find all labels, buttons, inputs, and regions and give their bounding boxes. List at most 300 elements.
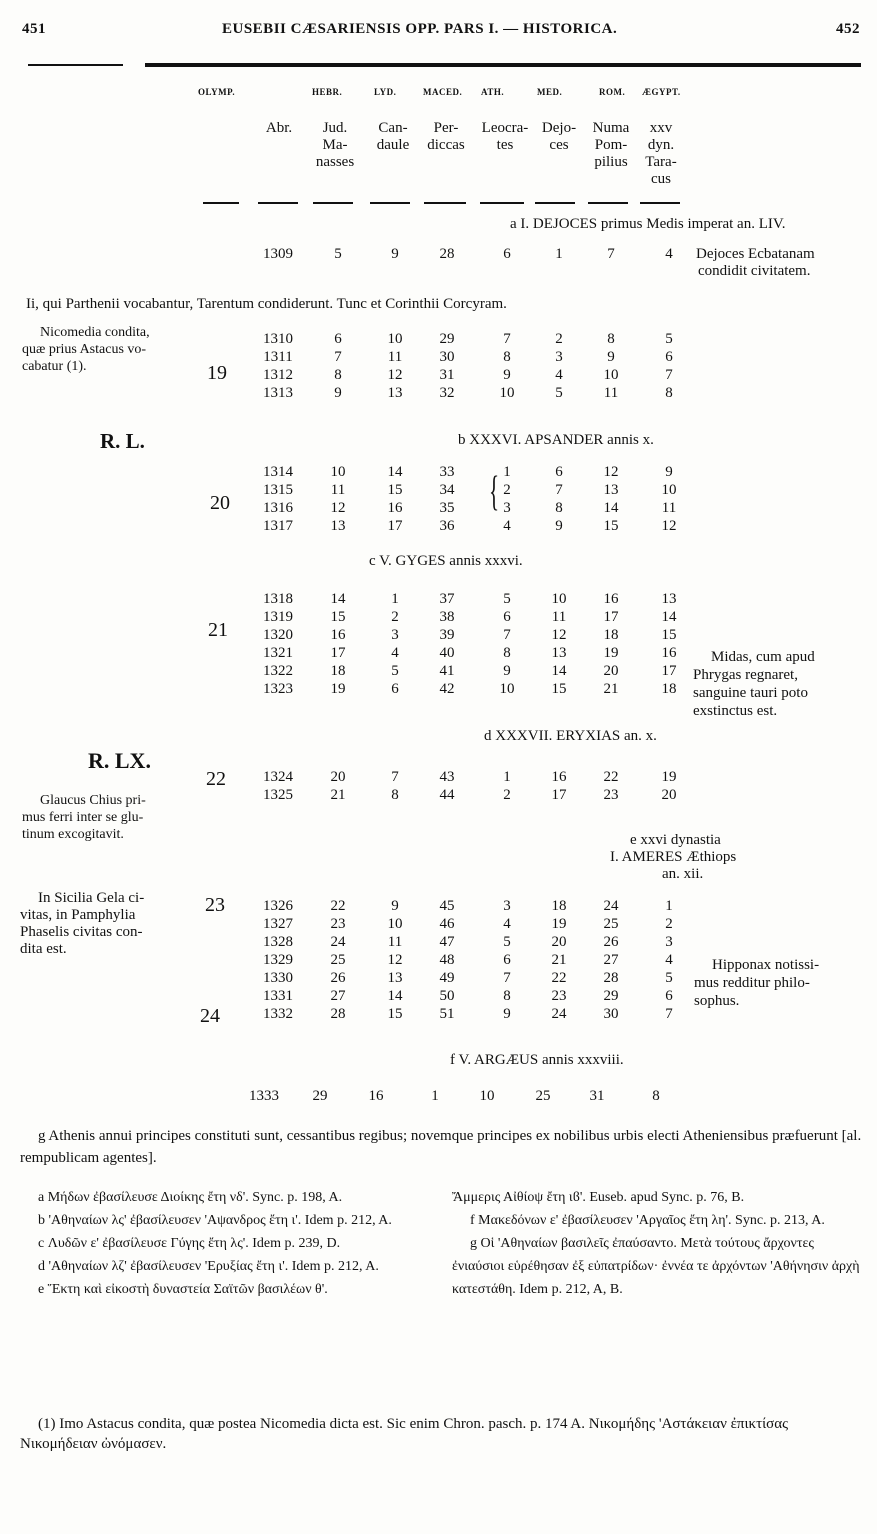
cell-lyd: 5 <box>391 663 399 679</box>
cell-rom: 30 <box>603 1006 619 1022</box>
note-line: condidit civitatem. <box>698 263 811 279</box>
cell-ath: 6 <box>503 952 511 968</box>
cell-rom: 23 <box>603 787 619 803</box>
cell-abr: 1321 <box>263 645 293 661</box>
cell-lyd: 2 <box>391 609 399 625</box>
cell-med: 5 <box>555 385 563 401</box>
cell-med: 21 <box>551 952 567 968</box>
dash <box>588 202 628 204</box>
cell-lyd: 6 <box>391 681 399 697</box>
nation-hebr: HEBR. <box>312 87 343 97</box>
cell-abr: 1312 <box>263 367 293 383</box>
nation-ath: ATH. <box>481 87 505 97</box>
cell-lyd: 1 <box>391 591 399 607</box>
cell-rom: 17 <box>603 609 619 625</box>
cell-jud: 28 <box>330 1006 346 1022</box>
cell-aeg: 4 <box>665 246 673 262</box>
cell-lyd: 3 <box>391 627 399 643</box>
reign-line: I. AMERES Æthiops <box>610 849 737 865</box>
col-abr: Abr. <box>265 120 293 136</box>
cell-ath: 8 <box>503 349 511 365</box>
cell-aeg: 15 <box>661 627 677 643</box>
cell-ath: 3 <box>503 500 511 516</box>
cell-med: 22 <box>551 970 567 986</box>
cell-jud: 29 <box>312 1088 328 1104</box>
note-line: mus redditur philo- <box>694 975 810 991</box>
cell-med: 20 <box>551 934 567 950</box>
cell-ath: 5 <box>503 934 511 950</box>
cell-mac: 35 <box>439 500 455 516</box>
cell-mac: 41 <box>439 663 455 679</box>
cell-jud: 26 <box>330 970 346 986</box>
cell-rom: 24 <box>603 898 619 914</box>
cell-med: 11 <box>551 609 567 625</box>
cell-rom: 10 <box>603 367 619 383</box>
cell-rom: 9 <box>607 349 615 365</box>
cell-lyd: 9 <box>391 898 399 914</box>
cell-jud: 8 <box>334 367 342 383</box>
cell-ath: 9 <box>503 1006 511 1022</box>
cell-aeg: 7 <box>665 1006 673 1022</box>
cell-ath: 6 <box>503 609 511 625</box>
cell-lyd: 12 <box>387 952 403 968</box>
cell-abr: 1331 <box>263 988 293 1004</box>
reign-argaeus: f V. ARGÆUS annis xxxviii. <box>450 1052 624 1068</box>
cell-ath: 6 <box>503 246 511 262</box>
cell-aeg: 16 <box>661 645 677 661</box>
dash <box>480 202 524 204</box>
note-athenis: g Athenis annui principes constituti sunt, cessantibus regibus; novemque principes ex nobilibus urbis electi Atheniensibus præfuerunt [al. rempublicam agentes]. <box>20 1128 862 1166</box>
cell-abr: 1317 <box>263 518 293 534</box>
col-ath <box>474 120 536 154</box>
cell-jud: 16 <box>330 627 346 643</box>
dash <box>640 202 680 204</box>
note-line: Dejoces Ecbatanam <box>696 246 815 262</box>
cell-lyd: 8 <box>391 787 399 803</box>
cell-aeg: 13 <box>661 591 677 607</box>
nation-rom: ROM. <box>599 87 626 97</box>
cell-rom: 26 <box>603 934 619 950</box>
cell-aeg: 18 <box>661 681 677 697</box>
cell-abr: 1332 <box>263 1006 293 1022</box>
cell-aeg: 20 <box>661 787 677 803</box>
col-med-line: Dejo- <box>541 120 577 136</box>
cell-lyd: 13 <box>387 970 403 986</box>
col-ath-line: tes <box>496 137 514 153</box>
cell-mac: 36 <box>439 518 455 534</box>
cell-rom: 21 <box>603 681 619 697</box>
cell-jud: 19 <box>330 681 346 697</box>
cell-abr: 1325 <box>263 787 293 803</box>
cell-jud: 10 <box>330 464 346 480</box>
cell-ath: 3 <box>503 898 511 914</box>
col-jud-line: Ma- <box>322 137 348 153</box>
cell-ath: 1 <box>503 464 511 480</box>
cell-rom: 12 <box>603 464 619 480</box>
cell-med: 19 <box>551 916 567 932</box>
cell-rom: 7 <box>607 246 615 262</box>
note-line: exstinctus est. <box>693 703 778 719</box>
note-line: Phrygas regnaret, <box>693 667 798 683</box>
cell-mac: 43 <box>439 769 455 785</box>
cell-aeg: 17 <box>661 663 677 679</box>
cell-abr: 1313 <box>263 385 293 401</box>
cell-med: 16 <box>551 769 567 785</box>
reign-apsander: b XXXVI. APSANDER annis x. <box>458 432 654 448</box>
nation-med: MED. <box>537 87 563 97</box>
cell-mac: 34 <box>439 482 455 498</box>
cell-aeg: 5 <box>665 331 673 347</box>
cell-lyd: 12 <box>387 367 403 383</box>
reign-gyges: c V. GYGES annis xxxvi. <box>369 553 523 569</box>
cell-mac: 40 <box>439 645 455 661</box>
note-midas <box>693 648 815 720</box>
footnote-b: b 'Αθηναίων λς' ἐβασίλευσεν 'Αψανδρος ἔτη ι'. Idem p. 212, A. <box>38 1213 392 1228</box>
cell-rom: 14 <box>603 500 619 516</box>
cell-jud: 25 <box>330 952 346 968</box>
cell-abr: 1329 <box>263 952 293 968</box>
cell-aeg: 3 <box>665 934 673 950</box>
cell-abr: 1309 <box>263 246 293 262</box>
note-parthenii: Ii, qui Parthenii vocabantur, Tarentum condiderunt. Tunc et Corinthii Corcyram. <box>26 296 507 312</box>
cell-rom: 16 <box>603 591 619 607</box>
cell-ath: 2 <box>503 787 511 803</box>
col-rom <box>585 120 637 171</box>
dash <box>203 202 239 204</box>
note-hipponax <box>694 956 819 1010</box>
cell-med: 9 <box>555 518 563 534</box>
cell-mac: 45 <box>439 898 455 914</box>
cell-mac: 44 <box>439 787 455 803</box>
note-sicilia <box>20 890 144 958</box>
cell-aeg: 2 <box>665 916 673 932</box>
page-number-right: 452 <box>836 21 860 37</box>
dash <box>370 202 410 204</box>
cell-jud: 12 <box>330 500 346 516</box>
note-line: vitas, in Pamphylia <box>20 907 136 923</box>
note-line: Phaselis civitas con- <box>20 924 143 940</box>
cell-mac: 31 <box>439 367 455 383</box>
cell-jud: 13 <box>330 518 346 534</box>
cell-abr: 1314 <box>263 464 293 480</box>
col-jud-line: Jud. <box>322 120 348 136</box>
cell-ath: 7 <box>503 331 511 347</box>
cell-lyd: 14 <box>387 988 403 1004</box>
cell-med: 10 <box>551 591 567 607</box>
note-line: sanguine tauri poto <box>693 685 808 701</box>
cell-abr: 1310 <box>263 331 293 347</box>
cell-ath: 1 <box>503 769 511 785</box>
cell-med: 25 <box>535 1088 551 1104</box>
cell-mac: 42 <box>439 681 455 697</box>
cell-ath: 4 <box>503 916 511 932</box>
cell-lyd: 16 <box>368 1088 384 1104</box>
footnote-d: d 'Αθηναίων λζ' ἐβασίλευσεν 'Ερυξίας ἔτη ι'. Idem p. 212, A. <box>38 1259 379 1274</box>
cell-abr: 1322 <box>263 663 293 679</box>
cell-mac: 38 <box>439 609 455 625</box>
cell-med: 12 <box>551 627 567 643</box>
cell-mac: 50 <box>439 988 455 1004</box>
note-rlx: R. LX. <box>88 748 151 773</box>
col-ath-line: Leocra- <box>481 120 529 136</box>
cell-aeg: 11 <box>661 500 677 516</box>
cell-ath: 10 <box>499 385 515 401</box>
cell-ath: 5 <box>503 591 511 607</box>
note-line: quæ prius Astacus vo- <box>22 342 147 357</box>
cell-med: 14 <box>551 663 567 679</box>
nation-olymp: OLYMP. <box>198 87 236 97</box>
cell-lyd: 7 <box>391 769 399 785</box>
cell-jud: 27 <box>330 988 346 1004</box>
cell-abr: 1318 <box>263 591 293 607</box>
cell-lyd: 13 <box>387 385 403 401</box>
cell-rom: 25 <box>603 916 619 932</box>
cell-rom: 11 <box>603 385 619 401</box>
cell-jud: 23 <box>330 916 346 932</box>
col-med-line: ces <box>549 137 569 153</box>
page-number-left: 451 <box>22 21 46 37</box>
cell-med: 1 <box>555 246 563 262</box>
note-line: Midas, cum apud <box>711 649 815 665</box>
col-aeg-line: dyn. <box>647 137 675 153</box>
cell-ath: 9 <box>503 663 511 679</box>
cell-lyd: 16 <box>387 500 403 516</box>
nation-aegypt: ÆGYPT. <box>642 87 681 97</box>
cell-mac: 29 <box>439 331 455 347</box>
cell-med: 2 <box>555 331 563 347</box>
cell-jud: 17 <box>330 645 346 661</box>
cell-jud: 14 <box>330 591 346 607</box>
cell-abr: 1324 <box>263 769 293 785</box>
cell-jud: 22 <box>330 898 346 914</box>
reign-line: an. xii. <box>662 866 704 882</box>
note-glaucus <box>22 792 146 843</box>
cell-aeg: 5 <box>665 970 673 986</box>
cell-rom: 15 <box>603 518 619 534</box>
cell-lyd: 4 <box>391 645 399 661</box>
cell-abr: 1319 <box>263 609 293 625</box>
cell-aeg: 10 <box>661 482 677 498</box>
footnote-e: e Ἕκτη καὶ εἰκοστὴ δυναστεία Σαϊτῶν βασιλέων θ'. <box>38 1282 328 1297</box>
cell-mac: 39 <box>439 627 455 643</box>
col-aeg-line: Tara- <box>645 154 677 170</box>
footnotes-right <box>452 1186 864 1301</box>
cell-abr: 1330 <box>263 970 293 986</box>
cell-lyd: 9 <box>391 246 399 262</box>
cell-rom: 18 <box>603 627 619 643</box>
cell-mac: 51 <box>439 1006 455 1022</box>
cell-ath: 7 <box>503 970 511 986</box>
note-line: cabatur (1). <box>22 359 87 374</box>
col-jud <box>310 120 360 171</box>
note-line: Glaucus Chius pri- <box>40 793 146 808</box>
cell-ath: 8 <box>503 645 511 661</box>
cell-jud: 9 <box>334 385 342 401</box>
col-mac-line: Per- <box>433 120 459 136</box>
cell-abr: 1311 <box>263 349 293 365</box>
cell-rom: 19 <box>603 645 619 661</box>
cell-aeg: 9 <box>665 464 673 480</box>
cell-aeg: 1 <box>665 898 673 914</box>
cell-abr: 1327 <box>263 916 293 932</box>
cell-lyd: 17 <box>387 518 403 534</box>
cell-med: 17 <box>551 787 567 803</box>
note-line: mus ferri inter se glu- <box>22 810 144 825</box>
footnote-1: (1) Imo Astacus condita, quæ postea Nicomedia dicta est. Sic enim Chron. pasch. p. 174 A. Νικομήδης 'Αστάκειαν ἐπικτίσας Νικομήδειαν ὠνόμασεν. <box>20 1416 789 1452</box>
cell-aeg: 12 <box>661 518 677 534</box>
note-dejoces <box>696 246 815 280</box>
cell-aeg: 8 <box>665 385 673 401</box>
cell-jud: 21 <box>330 787 346 803</box>
note-line: dita est. <box>20 941 67 957</box>
cell-lyd: 15 <box>387 1006 403 1022</box>
cell-lyd: 11 <box>387 934 403 950</box>
olympiad-24: 24 <box>200 1005 220 1027</box>
cell-lyd: 10 <box>387 916 403 932</box>
col-mac-line: diccas <box>427 137 465 153</box>
cell-lyd: 11 <box>387 349 403 365</box>
cell-lyd: 14 <box>387 464 403 480</box>
col-aeg <box>638 120 684 188</box>
cell-ath: 10 <box>499 681 515 697</box>
note-line: Hipponax notissi- <box>712 957 820 973</box>
cell-jud: 5 <box>334 246 342 262</box>
col-lyd-line: Can- <box>378 120 408 136</box>
cell-mac: 30 <box>439 349 455 365</box>
cell-aeg: 14 <box>661 609 677 625</box>
cell-rom: 31 <box>589 1088 605 1104</box>
olympiad-22: 22 <box>206 768 226 790</box>
reign-eryxias: d XXXVII. ERYXIAS an. x. <box>484 728 657 744</box>
cell-aeg: 19 <box>661 769 677 785</box>
cell-aeg: 4 <box>665 952 673 968</box>
cell-jud: 18 <box>330 663 346 679</box>
cell-med: 13 <box>551 645 567 661</box>
col-aeg-line: xxv <box>649 120 673 136</box>
cell-aeg: 7 <box>665 367 673 383</box>
note-rl: R. L. <box>100 429 145 453</box>
note-nicomedia <box>22 324 150 375</box>
olympiad-19: 19 <box>207 362 227 384</box>
cell-abr: 1315 <box>263 482 293 498</box>
cell-rom: 8 <box>607 331 615 347</box>
cell-jud: 11 <box>330 482 346 498</box>
col-lyd <box>368 120 418 154</box>
note-line: In Sicilia Gela ci- <box>38 890 145 906</box>
nation-lyd: LYD. <box>374 87 397 97</box>
cell-med: 8 <box>555 500 563 516</box>
cell-mac: 49 <box>439 970 455 986</box>
note-line: sophus. <box>694 993 740 1009</box>
cell-lyd: 15 <box>387 482 403 498</box>
footnotes-left <box>20 1186 430 1301</box>
cell-abr: 1320 <box>263 627 293 643</box>
cell-ath: 9 <box>503 367 511 383</box>
cell-rom: 20 <box>603 663 619 679</box>
cell-abr: 1333 <box>249 1088 279 1104</box>
cell-abr: 1316 <box>263 500 293 516</box>
footnote-f: f Μακεδόνων ε' ἐβασίλευσεν 'Αργαῖος ἔτη λη'. Sync. p. 213, A. <box>470 1213 825 1228</box>
cell-ath: 2 <box>503 482 511 498</box>
col-rom-line: pilius <box>594 154 628 170</box>
note-line: tinum excogitavit. <box>22 827 124 842</box>
cell-mac: 46 <box>439 916 455 932</box>
cell-abr: 1328 <box>263 934 293 950</box>
cell-aeg: 6 <box>665 988 673 1004</box>
dash <box>535 202 575 204</box>
note-line: Nicomedia condita, <box>40 325 150 340</box>
cell-ath: 7 <box>503 627 511 643</box>
cell-rom: 28 <box>603 970 619 986</box>
brace-icon: { <box>489 469 500 515</box>
cell-abr: 1323 <box>263 681 293 697</box>
col-rom-line: Numa <box>592 120 630 136</box>
header-rule-right <box>145 63 861 67</box>
footnote-g: g Οἱ 'Αθηναίων βασιλεῖς ἐπαύσαντο. Μετὰ τούτους ἄρχοντες ἐνιαύσιοι εὑρέθησαν ἐξ εὐπατρίδων· ἐννέα τε ἀρχόντων 'Αθήνησιν ἀρχὴ κατεστάθη. Idem p. 212, A, B. <box>452 1236 860 1297</box>
cell-aeg: 8 <box>652 1088 660 1104</box>
running-title: EUSEBII CÆSARIENSIS OPP. PARS I. — HISTORICA. <box>222 21 618 37</box>
cell-mac: 1 <box>431 1088 439 1104</box>
olympiad-20: 20 <box>210 492 230 514</box>
cell-med: 3 <box>555 349 563 365</box>
col-jud-line: nasses <box>315 154 355 170</box>
cell-rom: 22 <box>603 769 619 785</box>
cell-ath: 10 <box>479 1088 495 1104</box>
cell-med: 15 <box>551 681 567 697</box>
cell-jud: 7 <box>334 349 342 365</box>
dash <box>424 202 466 204</box>
col-aeg-line: cus <box>651 171 671 187</box>
footnote-a: a Μήδων ἐβασίλευσε Διοίκης ἔτη νδ'. Sync. p. 198, A. <box>38 1190 343 1205</box>
cell-med: 7 <box>555 482 563 498</box>
nation-maced: MACED. <box>423 87 463 97</box>
col-mac <box>420 120 472 154</box>
cell-rom: 29 <box>603 988 619 1004</box>
cell-aeg: 6 <box>665 349 673 365</box>
footnote-e-cont: Ἄμμερις Αἰθίοψ ἔτη ιϐ'. Euseb. apud Sync. p. 76, B. <box>452 1190 745 1205</box>
cell-jud: 15 <box>330 609 346 625</box>
reign-ameres <box>610 832 736 883</box>
cell-abr: 1326 <box>263 898 293 914</box>
cell-jud: 20 <box>330 769 346 785</box>
col-rom-line: Pom- <box>594 137 628 153</box>
cell-jud: 24 <box>330 934 346 950</box>
cell-mac: 32 <box>439 385 455 401</box>
olympiad-21: 21 <box>208 619 228 641</box>
cell-jud: 6 <box>334 331 342 347</box>
dash <box>313 202 353 204</box>
header-rule-left <box>28 64 123 66</box>
cell-med: 24 <box>551 1006 567 1022</box>
footnote-c: c Λυδῶν ε' ἐβασίλευσε Γύγης ἔτη λς'. Idem p. 239, D. <box>38 1236 341 1251</box>
cell-rom: 13 <box>603 482 619 498</box>
cell-mac: 33 <box>439 464 455 480</box>
cell-ath: 4 <box>503 518 511 534</box>
cell-mac: 28 <box>439 246 455 262</box>
dash <box>258 202 298 204</box>
cell-mac: 47 <box>439 934 455 950</box>
cell-med: 6 <box>555 464 563 480</box>
cell-mac: 37 <box>439 591 455 607</box>
cell-mac: 48 <box>439 952 455 968</box>
cell-ath: 8 <box>503 988 511 1004</box>
reign-dejoces: a I. DEJOCES primus Medis imperat an. LIV. <box>510 216 786 232</box>
olympiad-23: 23 <box>205 894 225 916</box>
col-med <box>534 120 584 154</box>
cell-med: 18 <box>551 898 567 914</box>
cell-lyd: 10 <box>387 331 403 347</box>
reign-line: e xxvi dynastia <box>630 832 721 848</box>
